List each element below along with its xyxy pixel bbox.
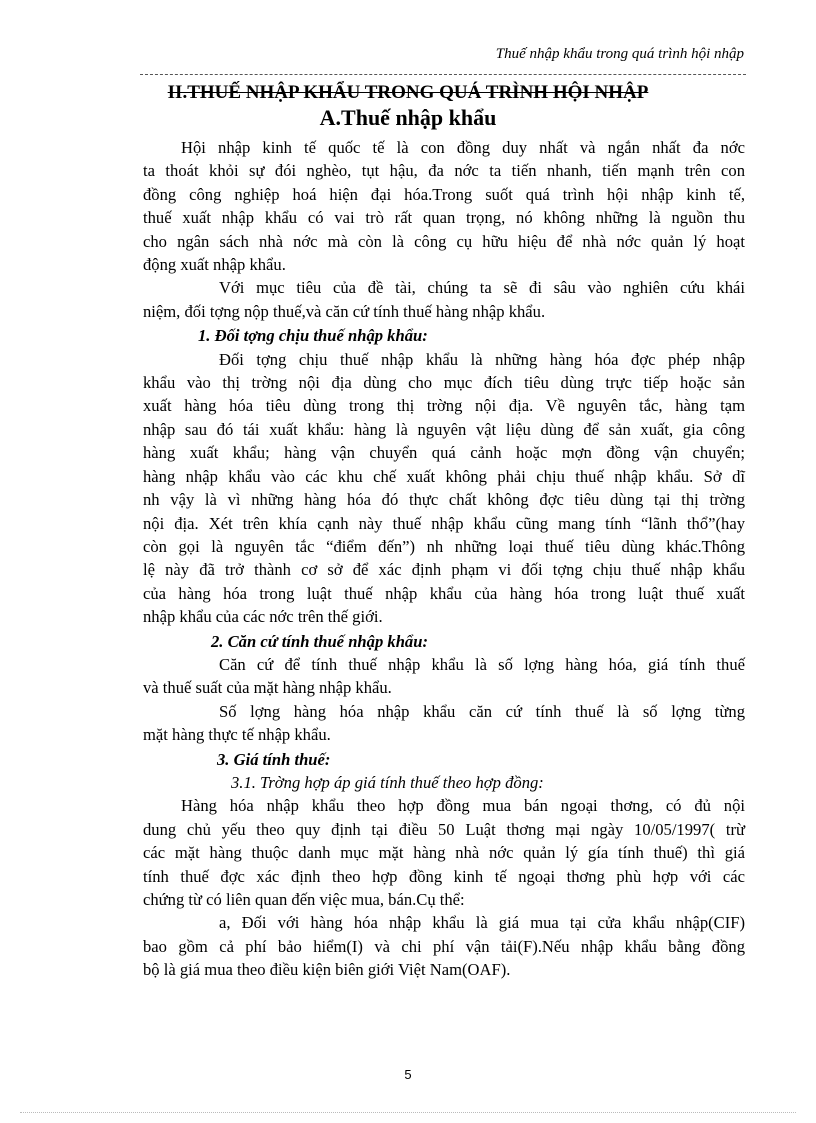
page-bottom-divider — [20, 1112, 796, 1113]
heading-taxable-price: 3. Giá tính thuế: — [217, 749, 331, 769]
paragraph-line: bao gồm cả phí bảo hiểm(I) và chi phí vận tải(F).Nếu nhập khẩu bằng đồng — [143, 936, 745, 956]
heading-subject: 1. Đối tợng chịu thuế nhập khẩu: — [198, 326, 428, 346]
paragraph-line: Số lợng hàng hóa nhập khẩu căn cứ tính thuế là số lợng từng — [219, 701, 745, 721]
paragraph-line: Với mục tiêu của đề tài, chúng ta sẽ đi sâu vào nghiên cứu khái — [219, 278, 745, 298]
paragraph-line: bộ là giá mua theo điều kiện biên giới Việt Nam(OAF). — [143, 960, 511, 980]
paragraph-line: cho ngân sách nhà nớc mà còn là công cụ hữu hiệu để nhà nớc quản lý hoạt — [143, 231, 745, 251]
paragraph-line: mặt hàng thực tế nhập khẩu. — [143, 725, 331, 745]
page-number: 5 — [404, 1067, 412, 1082]
paragraph-line: còn gọi là nguyên tắc “điểm đến”) nh những loại thuế tiêu dùng khác.Thông — [143, 536, 745, 556]
document-body — [143, 136, 745, 982]
heading-basis: 2. Căn cứ tính thuế nhập khẩu: — [211, 631, 428, 651]
paragraph-line: động xuất nhập khẩu. — [143, 255, 286, 275]
section-heading: II.THUẾ NHẬP KHẨU TRONG QUÁ TRÌNH HỘI NHẬP — [167, 82, 649, 103]
paragraph-line: nhập sau đó tái xuất khẩu: hàng là nguyên vật liệu dùng để sản xuất, gia công — [143, 419, 745, 439]
paragraph-line: hàng xuất khẩu; hàng vận chuyển quá cảnh hoặc mợn đồng vận chuyển; — [143, 443, 745, 463]
paragraph-line: niệm, đối tợng nộp thuế,và căn cứ tính thuế hàng nhập khẩu. — [143, 301, 546, 321]
paragraph-line: lệ này đã trở thành cơ sở để xác định phạm vi đối tợng chịu thuế nhập khẩu — [143, 560, 745, 580]
paragraph-line: của hàng hóa trong luật thuế nhập khẩu của hàng hóa trong luật thuế xuất — [143, 583, 745, 603]
subheading-contract-price: 3.1. Trờng hợp áp giá tính thuế theo hợp đồng: — [231, 772, 544, 792]
paragraph-line: và thuế suất của mặt hàng nhập khẩu. — [143, 678, 392, 698]
paragraph-line: khẩu vào thị trờng nội địa dùng cho mục đích tiêu dùng trực tiếp hoặc sản — [143, 373, 745, 393]
paragraph-line: a, Đối với hàng hóa nhập khẩu là giá mua tại cửa khẩu nhập(CIF) — [219, 913, 745, 933]
paragraph-line: hàng nhập khẩu vào các khu chế xuất không phải chịu thuế nhập khẩu. Sở dĩ — [143, 466, 745, 486]
subtitle: A.Thuế nhập khẩu — [319, 105, 497, 130]
header-divider — [140, 74, 746, 75]
paragraph-line: dung chủ yếu theo quy định tại điều 50 Luật thơng mại ngày 10/05/1997( trừ — [143, 819, 745, 839]
paragraph-line: nhập khẩu của các nớc trên thế giới. — [143, 607, 383, 627]
paragraph-line: chứng từ có liên quan đến việc mua, bán.Cụ thể: — [143, 890, 465, 909]
paragraph-line: Đối tợng chịu thuế nhập khẩu là những hàng hóa đợc phép nhập — [219, 349, 745, 369]
paragraph-line: nội địa. Xét trên khía cạnh này thuế nhập khẩu cũng mang tính “lãnh thổ”(hay — [143, 513, 745, 533]
paragraph-line: các mặt hàng thuộc danh mục mặt hàng nhà nớc quản lý gía tính thuế) thì giá — [143, 843, 745, 863]
running-header: Thuế nhập khẩu trong quá trình hội nhập — [495, 46, 744, 62]
paragraph-line: xuất hàng hóa tiêu dùng trong thị trờng nội địa. Về nguyên tắc, hàng tạm — [143, 396, 745, 416]
paragraph-line: Hàng hóa nhập khẩu theo hợp đồng mua bán ngoại thơng, có đủ nội — [181, 796, 745, 816]
paragraph-line: đồng công nghiệp hoá hiện đại hóa.Trong suốt quá trình hội nhập kinh tế, — [143, 184, 745, 204]
paragraph-line: Căn cứ để tính thuế nhập khẩu là số lợng hàng hóa, giá tính thuế — [219, 654, 745, 674]
paragraph-line: Hội nhập kinh tế quốc tế là con đồng duy nhất và ngắn nhất đa nớc — [181, 138, 745, 157]
paragraph-line: tính thuế đợc xác định theo hợp đồng kinh tế ngoại thơng phù hợp với các — [143, 866, 745, 886]
paragraph-line: nh vậy là vì những hàng hóa đó thực chất không đợc tiêu dùng tại thị trờng — [143, 490, 745, 510]
paragraph-line: ta thoát khỏi sự đói nghèo, tụt hậu, đa nớc ta tiến nhanh, tiến mạnh trên con — [143, 161, 745, 181]
paragraph-line: thuế xuất nhập khẩu có vai trò rất quan trọng, nó không những là nguồn thu — [143, 208, 745, 228]
